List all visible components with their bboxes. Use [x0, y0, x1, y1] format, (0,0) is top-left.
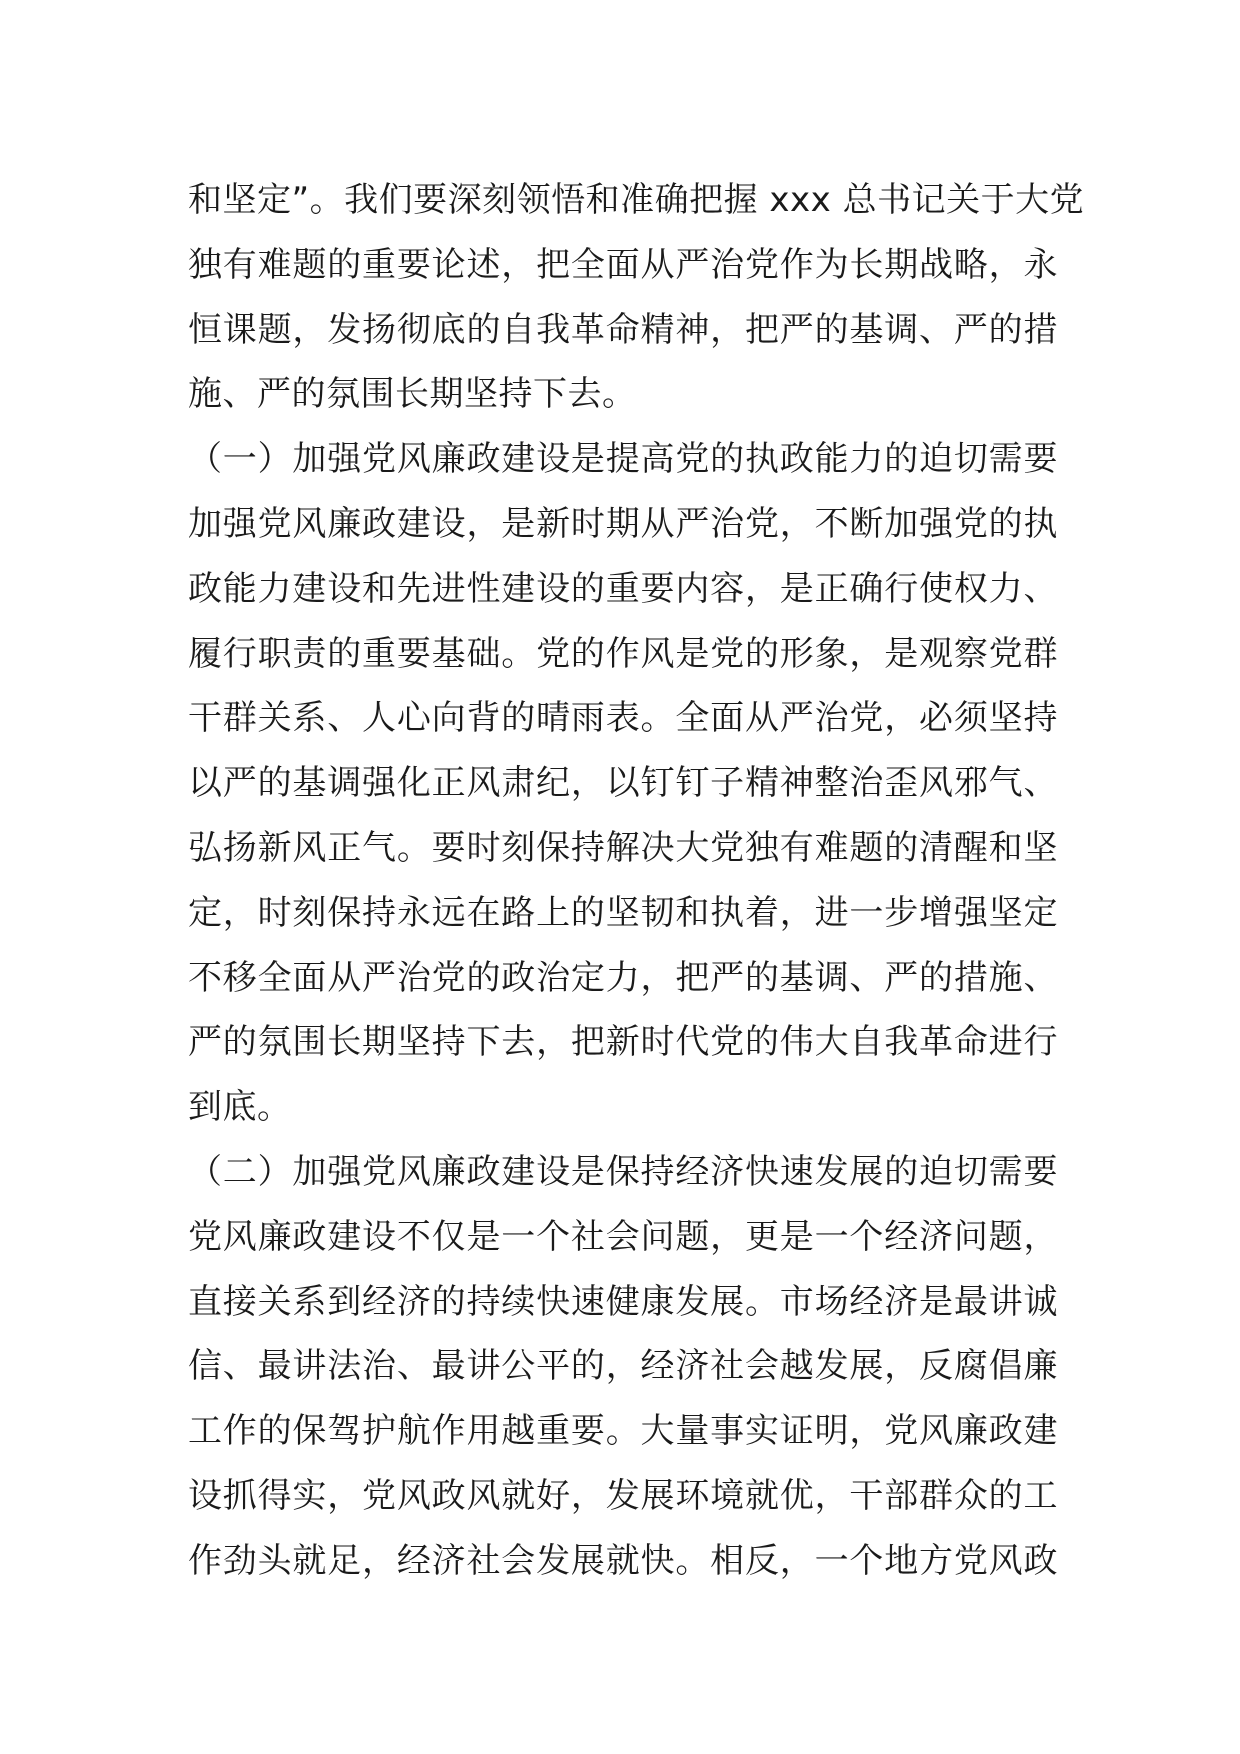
body-text-line: 直接关系到经济的持续快速健康发展。市场经济是最讲诚: [188, 1281, 1058, 1322]
body-text-line: 定，时刻保持永远在路上的坚韧和执着，进一步增强坚定: [188, 892, 1058, 933]
body-text-line: 干群关系、人心向背的晴雨表。全面从严治党，必须坚持: [188, 698, 1058, 739]
section-heading-1: （一）加强党风廉政建设是提高党的执政能力的迫切需要: [188, 439, 1058, 480]
body-text-line: 施、严的氛围长期坚持下去。: [188, 374, 637, 415]
body-text-line: 党风廉政建设不仅是一个社会问题，更是一个经济问题，: [188, 1216, 1058, 1257]
body-text-line: 严的氛围长期坚持下去，把新时代党的伟大自我革命进行: [188, 1022, 1058, 1063]
body-text-line: 政能力建设和先进性建设的重要内容，是正确行使权力、: [188, 568, 1058, 609]
body-text-line: 信、最讲法治、最讲公平的，经济社会越发展，反腐倡廉: [188, 1346, 1058, 1387]
body-text-line: 履行职责的重要基础。党的作风是党的形象，是观察党群: [188, 633, 1058, 674]
body-text-line: 不移全面从严治党的政治定力，把严的基调、严的措施、: [188, 957, 1058, 998]
body-text-line: 恒课题，发扬彻底的自我革命精神，把严的基调、严的措: [188, 309, 1058, 350]
body-text-line: 设抓得实，党风政风就好，发展环境就优，干部群众的工: [188, 1475, 1058, 1516]
body-text-line: 作劲头就足，经济社会发展就快。相反，一个地方党风政: [188, 1540, 1058, 1581]
section-heading-2: （二）加强党风廉政建设是保持经济快速发展的迫切需要: [188, 1151, 1058, 1192]
body-text-line: 独有难题的重要论述，把全面从严治党作为长期战略，永: [188, 244, 1058, 285]
body-text-line: 以严的基调强化正风肃纪，以钉钉子精神整治歪风邪气、: [188, 763, 1058, 804]
body-text-line: 到底。: [188, 1087, 292, 1128]
document-body: [188, 168, 1085, 1594]
body-text-line: 和坚定”。我们要深刻领悟和准确把握 xxx 总书记关于大党: [188, 180, 1085, 220]
body-text-line: 加强党风廉政建设，是新时期从严治党，不断加强党的执: [188, 503, 1058, 544]
body-text-line: 弘扬新风正气。要时刻保持解决大党独有难题的清醒和坚: [188, 827, 1058, 868]
body-text-line: 工作的保驾护航作用越重要。大量事实证明，党风廉政建: [188, 1411, 1058, 1452]
